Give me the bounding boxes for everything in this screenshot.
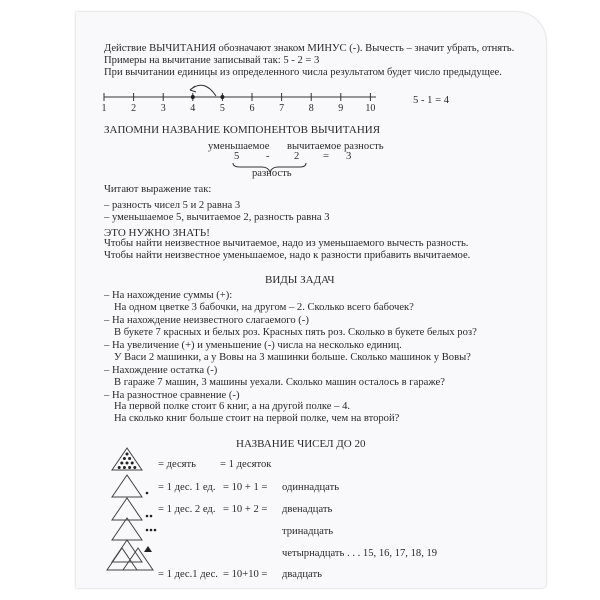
dot-icon <box>123 457 126 460</box>
triangle-icon <box>112 498 142 520</box>
minus-sign: - <box>266 151 270 162</box>
triangle-icon <box>112 475 142 497</box>
dot-icon <box>146 515 149 518</box>
brace-label: разность <box>252 168 292 179</box>
tick-label: 3 <box>160 103 166 114</box>
tick-label: 6 <box>249 103 255 114</box>
row6-decomp: = 1 дес.1 дес. <box>158 569 218 580</box>
row2-decomp: = 1 дес. 1 ед. <box>158 482 216 493</box>
dot-icon <box>154 529 157 532</box>
dot-icon <box>118 466 121 469</box>
task-5-head: – На разностное сравнение (-) <box>104 390 240 401</box>
row6-sum: = 10+10 = <box>223 569 268 580</box>
intro-line-2: Примеры на вычитание записывай так: 5 - 2 = 3 <box>104 55 320 66</box>
row3-name: двенадцать <box>282 504 333 515</box>
tick-label: 7 <box>279 103 285 114</box>
task-4-head: – Нахождение остатка (-) <box>104 365 218 376</box>
result-value: 3 <box>346 151 352 162</box>
triangle-icon <box>112 518 142 540</box>
rule-2: Чтобы найти неизвестное уменьшаемое, надо к разности прибавить вычитаемое. <box>104 250 471 261</box>
rule-1: Чтобы найти неизвестное вычитаемое, надо из уменьшаемого вычесть разность. <box>104 238 469 249</box>
row6-name: двадцать <box>282 569 322 580</box>
triangle-icon <box>112 540 142 562</box>
difference-brace <box>0 155 600 185</box>
dot-icon <box>126 453 129 456</box>
dot-icon <box>146 529 149 532</box>
dot-icon <box>133 466 136 469</box>
tick-label: 9 <box>338 103 344 114</box>
minuend-value: 5 <box>234 151 240 162</box>
tick-label: 8 <box>308 103 314 114</box>
dot-icon <box>123 466 126 469</box>
point-marker <box>191 95 195 99</box>
equals-sign: = <box>323 151 329 162</box>
dot-icon <box>128 466 131 469</box>
task-5-body-1: На первой полке стоит 6 книг, а на другой полке – 4. <box>114 401 351 412</box>
row1-one-ten: = 1 десяток <box>220 459 272 470</box>
row2-name: одиннадцать <box>282 482 340 493</box>
must-know-title: ЭТО НУЖНО ЗНАТЬ! <box>104 227 210 239</box>
task-1-head: – На нахождение суммы (+): <box>104 290 233 301</box>
dot-icon <box>128 457 131 460</box>
row5-name: четырнадцать . . . 15, 16, 17, 18, 19 <box>282 548 438 559</box>
reading-item-1: – разность чисел 5 и 2 равна 3 <box>104 200 241 211</box>
tick-label: 4 <box>190 103 196 114</box>
row1-ten: = десять <box>158 459 197 470</box>
row4-name: тринадцать <box>282 526 334 537</box>
dot-icon <box>150 529 153 532</box>
subtrahend-value: 2 <box>294 151 300 162</box>
dot-icon <box>131 462 134 465</box>
task-3-head: – На увеличение (+) и уменьшение (-) числа на несколько единиц. <box>104 340 402 351</box>
task-4-body: В гараже 7 машин, 3 машины уехали. Сколько машин осталось в гараже? <box>114 377 445 388</box>
row2-sum: = 10 + 1 = <box>223 482 268 493</box>
components-title: ЗАПОМНИ НАЗВАНИЕ КОМПОНЕНТОВ ВЫЧИТАНИЯ <box>104 124 381 136</box>
subtrahend-label: вычитаемое <box>287 141 342 152</box>
tick-label: 5 <box>219 103 225 114</box>
ten-dots-triangle-icon <box>112 448 142 470</box>
tasks-title: ВИДЫ ЗАДАЧ <box>265 274 335 286</box>
intro-line-1: Действие ВЫЧИТАНИЯ обозначают знаком МИНУС (-). Вычесть – значит убрать, отнять. <box>104 43 515 54</box>
intro-line-3: При вычитании единицы из определенного числа результатом будет число предыдущее. <box>104 67 502 78</box>
reading-intro: Читают выражение так: <box>104 184 212 195</box>
task-3-body: У Васи 2 машинки, а у Вовы на 3 машинки больше. Сколько машинок у Вовы? <box>114 352 471 363</box>
tick-label: 1 <box>101 103 107 114</box>
tick-label: 10 <box>365 103 376 114</box>
task-5-body-2: На сколько книг больше стоит на первой полке, чем на второй? <box>114 413 400 424</box>
dot-icon <box>120 462 123 465</box>
dot-icon <box>150 515 153 518</box>
small-triangle-icon <box>144 546 152 552</box>
minuend-label: уменьшаемое <box>208 141 270 152</box>
tick-label: 2 <box>131 103 137 114</box>
task-2-body: В букете 7 красных и белых роз. Красных пять роз. Сколько в букете белых роз? <box>114 327 477 338</box>
point-marker <box>220 95 224 99</box>
dot-icon <box>126 462 129 465</box>
row3-decomp: = 1 дес. 2 ед. <box>158 504 216 515</box>
triangle-icon <box>107 548 137 570</box>
difference-label: разность <box>344 141 384 152</box>
task-1-body: На одном цветке 3 бабочки, на другом – 2. Сколько всего бабочек? <box>114 302 414 313</box>
number-line <box>0 0 600 130</box>
task-2-head: – На нахождение неизвестного слагаемого (-) <box>104 315 309 326</box>
row3-sum: = 10 + 2 = <box>223 504 268 515</box>
number-line-example: 5 - 1 = 4 <box>413 95 449 106</box>
dot-icon <box>146 492 149 495</box>
numbers-title: НАЗВАНИЕ ЧИСЕЛ ДО 20 <box>236 438 366 450</box>
reading-item-2: – уменьшаемое 5, вычитаемое 2, разность равна 3 <box>104 212 330 223</box>
